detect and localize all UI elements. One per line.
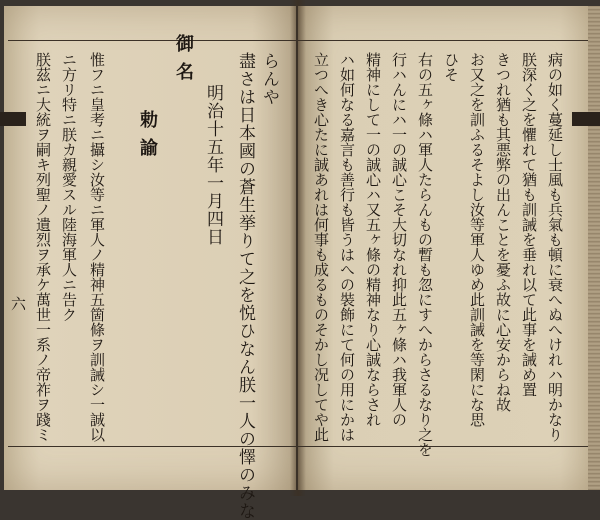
right-column-4: お又之を訓ふるそよし汝等軍人ゆめ此訓誡を等閑にな思: [468, 52, 486, 427]
right-column-9: ハ如何なる嘉言も善行も皆うはへの裝飾にて何の用にかは: [338, 52, 356, 442]
right-column-3: きつれ猶も其悪弊の出んことを憂ふ故に心安からね故: [494, 52, 512, 412]
book-gutter: [290, 0, 306, 496]
left-column-7: 盡さは日本國の蒼生挙りて之を悦ひなん朕一人の懌のみな: [235, 52, 255, 520]
right-margin-mark: [572, 112, 600, 126]
right-column-2: 朕深く之を懼れて猶も訓誡を垂れ以て此事を誡め置: [520, 52, 538, 397]
left-column-8: らんや: [259, 52, 279, 106]
left-column-1: 朕茲ニ大統ヲ嗣キ列聖ノ遺烈ヲ承ケ萬世一系ノ帝祚ヲ踐ミ: [34, 52, 52, 442]
right-column-8: 精神にして一の誠心ハ又五ヶ條の精神なり心誠ならされ: [364, 52, 382, 427]
rescript-heading: 勅諭: [137, 110, 158, 166]
page-edges: [588, 6, 600, 490]
right-column-1: 病の如く蔓延し士風も兵氣も頓に衰へぬへけれハ明かなり: [546, 52, 564, 442]
right-top-rule: [298, 40, 588, 41]
right-column-6: 右の五ヶ條ハ軍人たらんもの暫も忽にすへからさるなり之を: [416, 52, 434, 457]
right-column-10: 立つへき心たに誠あれは何事も成るものそかし况してや此: [312, 52, 330, 442]
left-column-3: 惟フニ皇考ニ攝シ汝等ニ軍人ノ精神五箇條ヲ訓誡シ一誠以: [88, 52, 106, 442]
left-margin-mark: [0, 112, 26, 126]
right-column-5: ひそ: [442, 52, 460, 82]
date-line: 明治十五年一月四日: [203, 84, 223, 246]
page-number: 六: [9, 296, 27, 311]
right-bottom-rule: [298, 446, 588, 447]
left-column-2: ニ方リ特ニ朕カ親愛スル陸海軍人ニ告ク: [60, 52, 78, 322]
left-top-rule: [8, 40, 296, 41]
right-column-7: 行ハんにハ一の誠心こそ大切なれ抑此五ヶ條ハ我軍人の: [390, 52, 408, 427]
imperial-name: 御名: [173, 34, 194, 90]
